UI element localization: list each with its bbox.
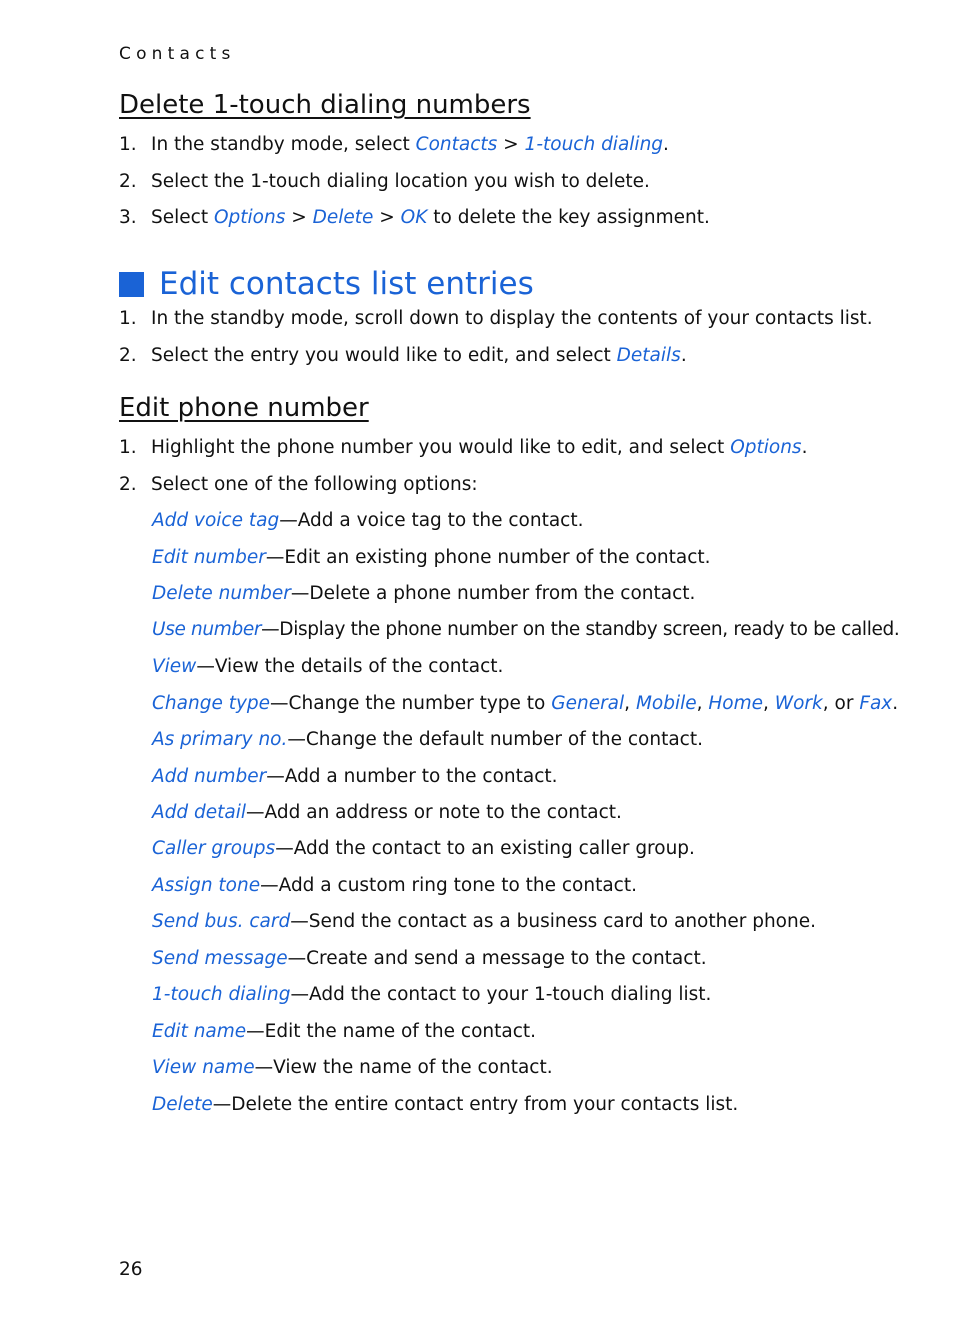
delete-step-1: 1. In the standby mode, select Contacts > 1-touch dialing. (119, 134, 669, 155)
option-1touch-dialing: 1-touch dialing—Add the contact to your 1-touch dialing list. (152, 984, 712, 1005)
option-view: View—View the details of the contact. (152, 656, 504, 677)
option-add-number: Add number—Add a number to the contact. (152, 766, 558, 787)
delete-step-2: 2. Select the 1-touch dialing location you wish to delete. (119, 171, 650, 192)
page-number: 26 (119, 1259, 143, 1280)
option-delete: Delete—Delete the entire contact entry from your contacts list. (152, 1094, 739, 1115)
section-square-icon (119, 272, 144, 297)
option-assign-tone: Assign tone—Add a custom ring tone to the contact. (152, 875, 637, 896)
contacts-menu-link: Contacts (415, 134, 498, 155)
option-view-name: View name—View the name of the contact. (152, 1057, 553, 1078)
options-menu-link: Options (730, 437, 802, 458)
option-send-bus-card: Send bus. card—Send the contact as a business card to another phone. (152, 911, 816, 932)
option-add-detail: Add detail—Add an address or note to the contact. (152, 802, 622, 823)
option-edit-number: Edit number—Edit an existing phone number of the contact. (152, 547, 711, 568)
phone-step-2: 2. Select one of the following options: (119, 474, 478, 495)
ok-menu-link: OK (400, 207, 428, 228)
edit-contacts-section-title: Edit contacts list entries (119, 266, 534, 302)
edit-step-2: 2. Select the entry you would like to edit, and select Details. (119, 345, 687, 366)
option-delete-number: Delete number—Delete a phone number from the contact. (152, 583, 696, 604)
option-change-type: Change type—Change the number type to General, Mobile, Home, Work, or Fax. (152, 693, 899, 714)
phone-step-1: 1. Highlight the phone number you would like to edit, and select Options. (119, 437, 808, 458)
option-as-primary-no: As primary no.—Change the default number of the contact. (152, 729, 703, 750)
option-edit-name: Edit name—Edit the name of the contact. (152, 1021, 537, 1042)
option-use-number: Use number—Display the phone number on the standby screen, ready to be called. (152, 619, 900, 640)
running-head: Contacts (119, 44, 236, 64)
delete-1touch-heading: Delete 1-touch dialing numbers (119, 90, 531, 120)
option-caller-groups: Caller groups—Add the contact to an existing caller group. (152, 838, 695, 859)
option-send-message: Send message—Create and send a message to the contact. (152, 948, 707, 969)
details-menu-link: Details (616, 345, 681, 366)
delete-step-3: 3. Select Options > Delete > OK to delete the key assignment. (119, 207, 710, 228)
delete-menu-link: Delete (312, 207, 374, 228)
1touch-dialing-menu-link: 1-touch dialing (524, 134, 664, 155)
edit-phone-number-heading: Edit phone number (119, 393, 369, 423)
options-menu-link: Options (213, 207, 286, 228)
edit-step-1: 1. In the standby mode, scroll down to display the contents of your contacts list. (119, 308, 873, 329)
option-add-voice-tag: Add voice tag—Add a voice tag to the contact. (152, 510, 584, 531)
